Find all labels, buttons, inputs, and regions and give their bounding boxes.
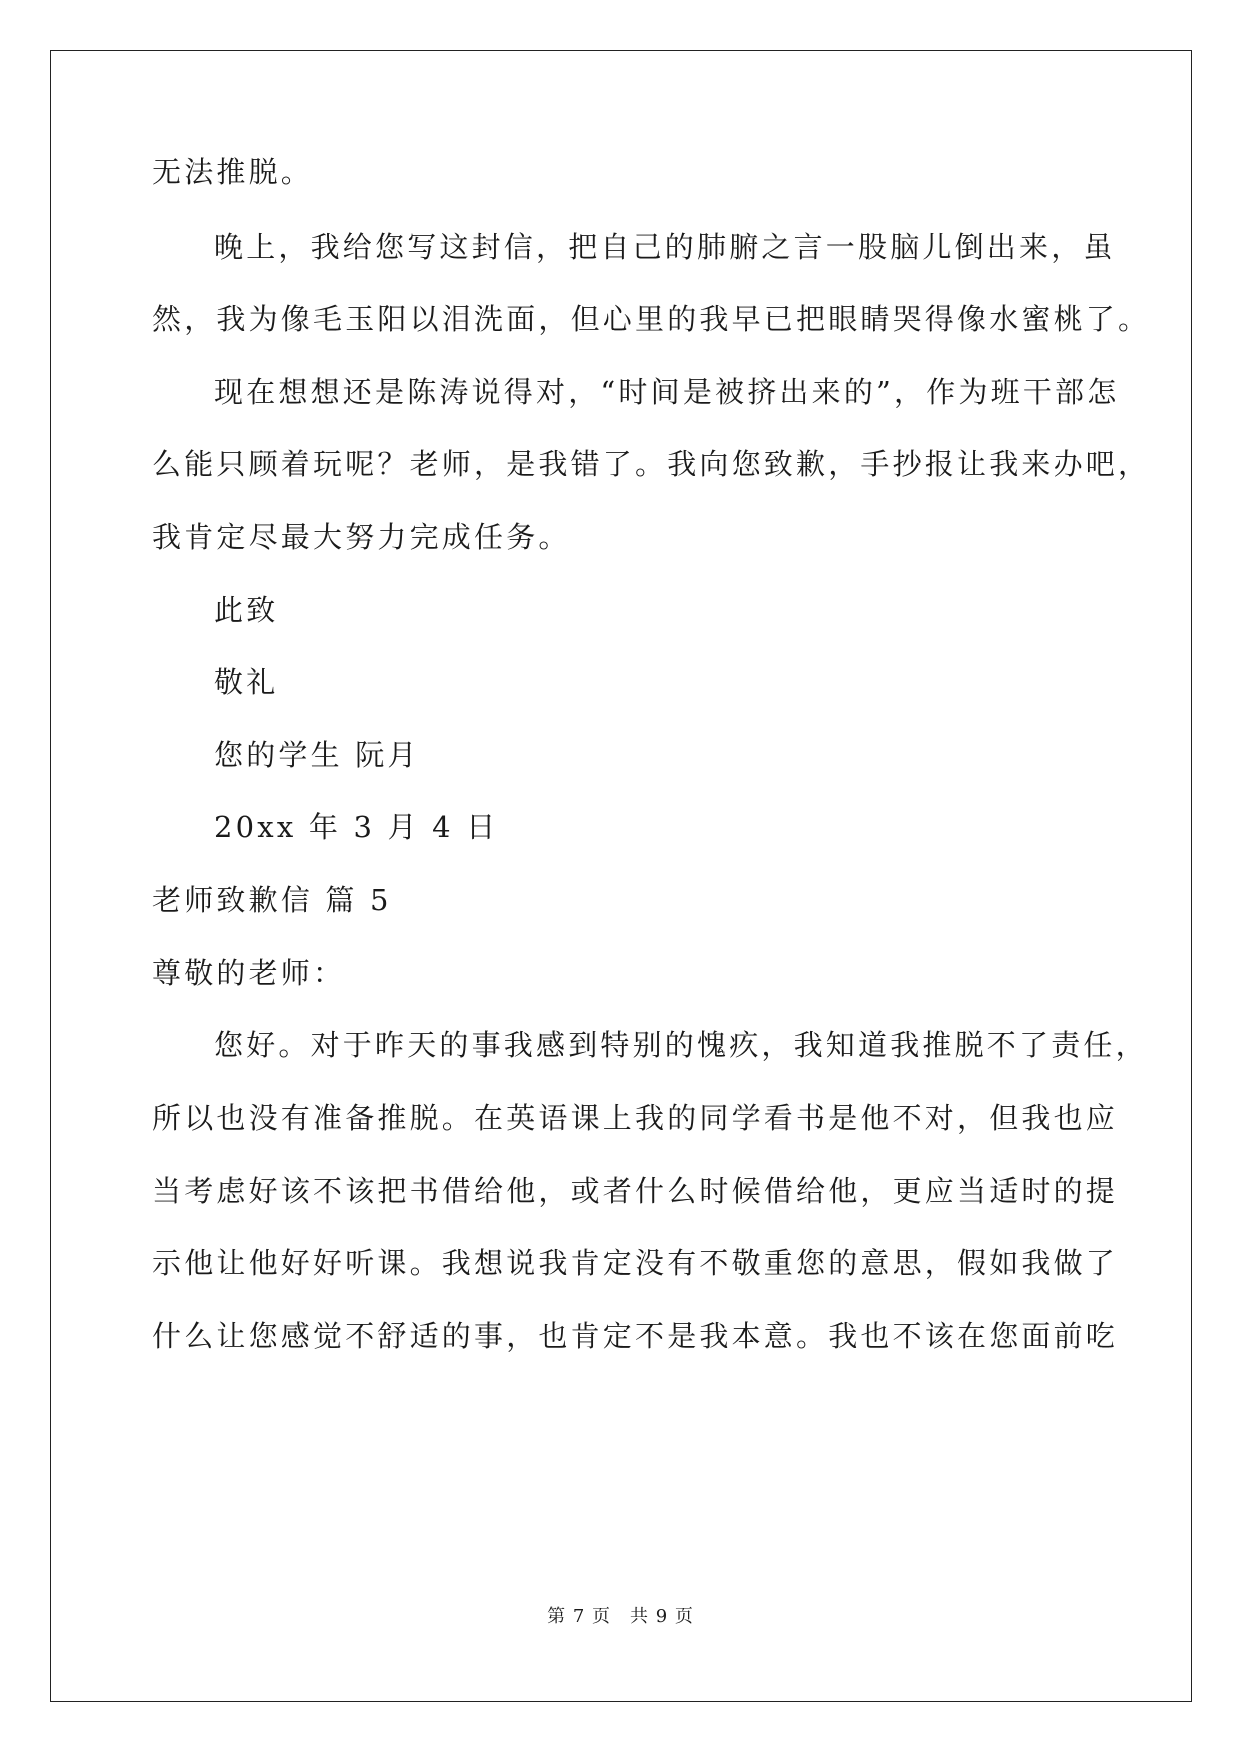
closing-regards: 敬礼 [214, 665, 279, 699]
text-line: 么能只顾着玩呢？老师，是我错了。我向您致歉，手抄报让我来办吧， [152, 447, 1151, 481]
letter-date: 20xx 年 3 月 4 日 [214, 810, 499, 844]
section-title: 老师致歉信 篇 5 [152, 883, 392, 917]
text-line: 无法推脱。 [152, 155, 314, 189]
signature: 您的学生 阮月 [214, 738, 420, 772]
page-border [50, 50, 1192, 1702]
closing-salutation: 此致 [214, 593, 279, 627]
greeting: 尊敬的老师： [152, 956, 346, 990]
text-line: 示他让他好好听课。我想说我肯定没有不敬重您的意思，假如我做了 [152, 1246, 1119, 1280]
page-number: 第 7 页 共 9 页 [547, 1606, 694, 1627]
text-line: 然，我为像毛玉阳以泪洗面，但心里的我早已把眼睛哭得像水蜜桃了。 [152, 302, 1151, 336]
text-line: 所以也没有准备推脱。在英语课上我的同学看书是他不对，但我也应 [152, 1101, 1119, 1135]
text-line: 晚上，我给您写这封信，把自己的肺腑之言一股脑儿倒出来，虽 [214, 230, 1116, 264]
text-line: 当考虑好该不该把书借给他，或者什么时候借给他，更应当适时的提 [152, 1174, 1119, 1208]
text-line: 什么让您感觉不舒适的事，也肯定不是我本意。我也不该在您面前吃 [152, 1319, 1119, 1353]
text-line: 现在想想还是陈涛说得对，“时间是被挤出来的”，作为班干部怎 [214, 375, 1120, 409]
text-line: 我肯定尽最大努力完成任务。 [152, 520, 571, 554]
text-line: 您好。对于昨天的事我感到特别的愧疚，我知道我推脱不了责任， [214, 1028, 1148, 1062]
